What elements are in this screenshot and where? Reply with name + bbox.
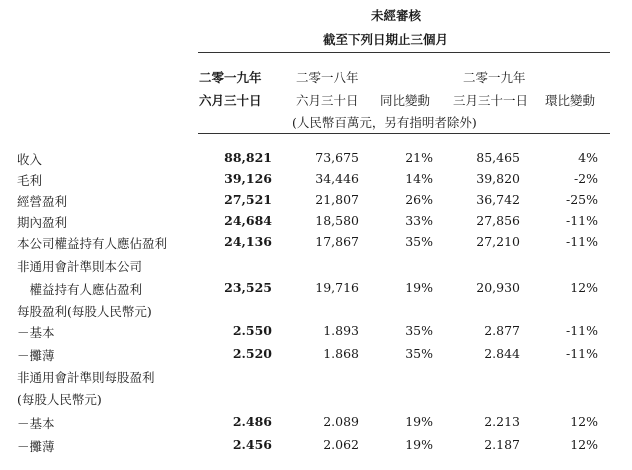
row-label: 期內盈利	[17, 215, 68, 230]
value-2019-mar: 27,210	[476, 234, 520, 249]
table-row	[0, 414, 632, 434]
table-row	[0, 280, 632, 300]
value-2019-jun: 27,521	[224, 192, 272, 207]
unit-note: (人民幣百萬元，另有指明者除外)	[292, 115, 477, 130]
table-row	[0, 171, 632, 191]
value-yoy: 35%	[405, 346, 433, 361]
value-qoq: -11%	[565, 213, 598, 228]
value-2018-jun: 18,580	[315, 213, 359, 228]
value-yoy: 21%	[405, 150, 433, 165]
col1-date: 六月三十日	[199, 93, 262, 108]
value-yoy: 33%	[405, 213, 433, 228]
row-label: 每股盈利(每股人民幣元)	[17, 304, 152, 319]
value-qoq: -25%	[565, 192, 598, 207]
value-2018-jun: 17,867	[315, 234, 359, 249]
value-2019-mar: 2.187	[484, 437, 520, 452]
value-2019-jun: 2.520	[232, 346, 272, 361]
table-row	[0, 192, 632, 212]
value-2018-jun: 34,446	[315, 171, 359, 186]
col2-date: 六月三十日	[296, 93, 359, 108]
value-2019-jun: 2.456	[232, 437, 272, 452]
col1-year: 二零一九年	[199, 70, 262, 85]
table-row	[0, 368, 632, 388]
value-2019-mar: 36,742	[476, 192, 520, 207]
value-qoq: 4%	[578, 150, 598, 165]
row-label: (每股人民幣元)	[17, 392, 102, 407]
table-row	[0, 390, 632, 410]
value-yoy: 19%	[405, 437, 433, 452]
row-label: 本公司權益持有人應佔盈利	[17, 236, 168, 251]
value-yoy: 35%	[405, 234, 433, 249]
row-label: 收入	[17, 152, 43, 167]
row-label: －攤薄	[17, 439, 55, 454]
value-2019-jun: 24,684	[224, 213, 272, 228]
header-top-rule	[198, 52, 610, 53]
value-qoq: 12%	[570, 280, 598, 295]
value-2019-mar: 2.877	[484, 323, 520, 338]
row-label: 非通用會計準則本公司	[17, 259, 143, 274]
value-2019-jun: 88,821	[224, 150, 272, 165]
value-qoq: 12%	[570, 414, 598, 429]
table-row	[0, 346, 632, 366]
value-qoq: -11%	[565, 234, 598, 249]
col3-label: 同比變動	[380, 93, 431, 108]
value-2019-mar: 85,465	[476, 150, 520, 165]
value-2019-mar: 2.213	[484, 414, 520, 429]
table-row	[0, 150, 632, 170]
value-2018-jun: 1.893	[323, 323, 359, 338]
value-yoy: 19%	[405, 414, 433, 429]
value-qoq: 12%	[570, 437, 598, 452]
table-row	[0, 437, 632, 457]
value-2019-mar: 20,930	[476, 280, 520, 295]
value-qoq: -11%	[565, 323, 598, 338]
value-2019-jun: 2.486	[232, 414, 272, 429]
value-qoq: -2%	[573, 171, 598, 186]
table-row	[0, 323, 632, 343]
value-2019-jun: 23,525	[224, 280, 272, 295]
row-label: －基本	[17, 416, 55, 431]
table-row	[0, 234, 632, 254]
table-row	[0, 257, 632, 277]
value-yoy: 14%	[405, 171, 433, 186]
value-2018-jun: 21,807	[315, 192, 359, 207]
value-2018-jun: 1.868	[323, 346, 359, 361]
value-2019-jun: 24,136	[224, 234, 272, 249]
value-2019-jun: 2.550	[232, 323, 272, 338]
col4-date: 三月三十一日	[453, 93, 529, 108]
table-row	[0, 302, 632, 322]
row-label: 非通用會計準則每股盈利	[17, 370, 155, 385]
value-2019-jun: 39,126	[224, 171, 272, 186]
value-2019-mar: 2.844	[484, 346, 520, 361]
value-yoy: 35%	[405, 323, 433, 338]
row-label: 毛利	[17, 173, 43, 188]
value-2018-jun: 73,675	[315, 150, 359, 165]
row-label: －基本	[17, 325, 55, 340]
row-label: 經營盈利	[17, 194, 68, 209]
col2-year: 二零一八年	[296, 70, 359, 85]
value-yoy: 19%	[405, 280, 433, 295]
table-row	[0, 213, 632, 233]
value-2018-jun: 2.089	[323, 414, 359, 429]
value-2018-jun: 19,716	[315, 280, 359, 295]
header-bottom-rule	[198, 133, 610, 134]
value-2018-jun: 2.062	[323, 437, 359, 452]
period-heading: 截至下列日期止三個月	[323, 32, 449, 47]
row-label: －攤薄	[17, 348, 55, 363]
col5-label: 環比變動	[545, 93, 596, 108]
value-2019-mar: 39,820	[476, 171, 520, 186]
value-qoq: -11%	[565, 346, 598, 361]
value-yoy: 26%	[405, 192, 433, 207]
col4-year: 二零一九年	[463, 70, 526, 85]
row-label: 權益持有人應佔盈利	[17, 282, 143, 297]
unaudited-heading: 未經審核	[371, 8, 422, 23]
value-2019-mar: 27,856	[476, 213, 520, 228]
